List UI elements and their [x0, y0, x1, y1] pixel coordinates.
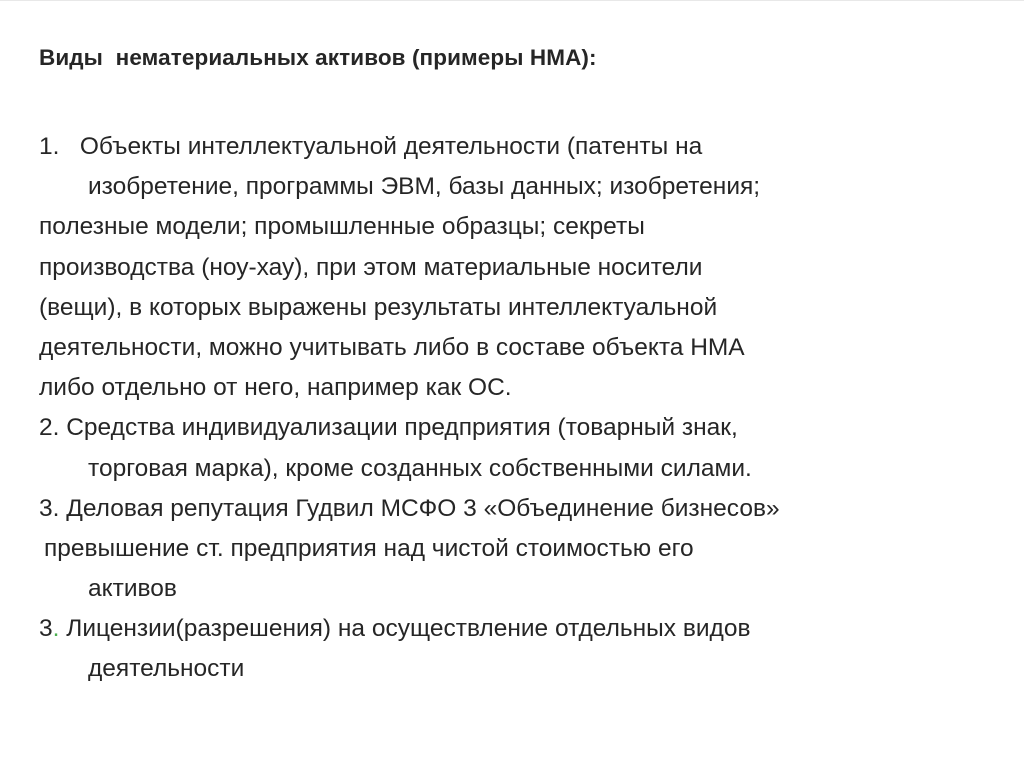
item-1-line-3: полезные модели; промышленные образцы; секреты [39, 213, 645, 241]
item-3-line-3: активов [88, 575, 177, 603]
item-4-dot: . [52, 615, 60, 643]
item-1-line-4: производства (ноу-хау), при этом материальные носители [39, 253, 703, 281]
item-4-line-2: деятельности [88, 655, 245, 683]
slide-body [0, 127, 1024, 690]
item-4-text: Лицензии(разрешения) на осуществление отдельных видов [59, 615, 751, 643]
item-1-line-5: (вещи), в которых выражены результаты интеллектуальной [39, 293, 718, 321]
item-1-line-6: деятельности, можно учитывать либо в составе объекта НМА [39, 333, 745, 361]
item-3-line-2: превышение ст. предприятия над чистой стоимостью его [44, 534, 694, 562]
item-2-line-2: торговая марка), кроме созданных собственными силами. [88, 454, 752, 482]
item-3-line-1: 3. Деловая репутация Гудвил МСФО 3 «Объединение бизнесов» [39, 494, 780, 522]
item-2-line-1: 2. Средства индивидуализации предприятия (товарный знак, [39, 414, 738, 442]
item-1-line-1: 1. Объекты интеллектуальной деятельности (патенты на [39, 133, 703, 160]
slide-title: Виды нематериальных активов (примеры НМА): [39, 45, 597, 70]
item-1-line-7: либо отдельно от него, например как ОС. [39, 374, 512, 402]
item-1-line-2: изобретение, программы ЭВМ, базы данных; изобретения; [88, 173, 761, 201]
item-4-number: 3 [39, 615, 53, 643]
item-4-line-1 [0, 609, 1024, 649]
